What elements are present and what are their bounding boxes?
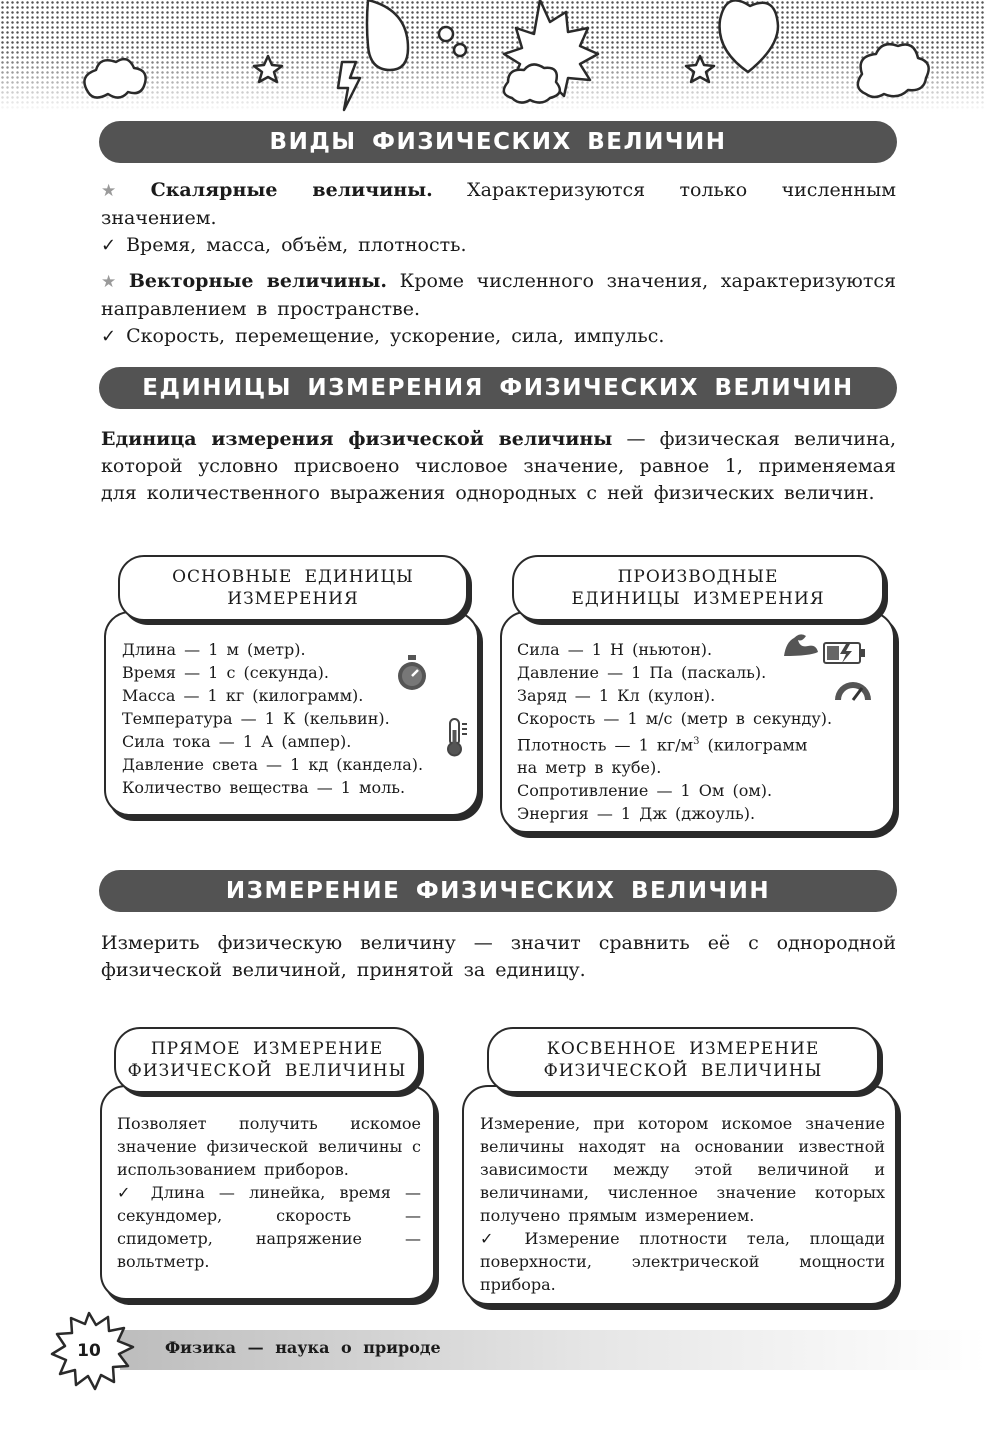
derived-unit-charge: Заряд — 1 Кл (кулон). — [517, 686, 716, 705]
indirect-measurement-example: Измерение плотности тела, площади поверхности, электрической мощности прибора. — [480, 1229, 885, 1294]
section-title-types: ВИДЫ ФИЗИЧЕСКИХ ВЕЛИЧИН — [99, 121, 897, 163]
derived-unit-force: Сила — 1 Н (ньютон). — [517, 640, 713, 659]
thermometer-icon — [440, 716, 470, 758]
drop-doodle — [367, 0, 408, 70]
running-title: Физика — наука о природе — [165, 1338, 441, 1357]
basic-units-title-line1: ОСНОВНЫЕ ЕДИНИЦЫ — [172, 567, 414, 587]
check-icon: ✓ — [101, 326, 117, 347]
direct-measurement-text: Позволяет получить искомое значение физической величины с использованием приборов. — [117, 1114, 421, 1179]
unit-definition — [101, 426, 896, 507]
heart-doodle — [720, 0, 778, 72]
bubble-doodle-2 — [454, 44, 466, 56]
direct-measurement-box — [100, 1085, 435, 1300]
derived-units-title-line1: ПРОИЗВОДНЫЕ — [617, 567, 779, 587]
section-title-measurement: ИЗМЕРЕНИЕ ФИЗИЧЕСКИХ ВЕЛИЧИН — [99, 870, 897, 912]
direct-measurement-label — [114, 1027, 420, 1093]
scalar-description: Характеризуются только численным значением. — [101, 179, 896, 229]
basic-unit-temperature: Температура — 1 К (кельвин). — [122, 709, 390, 728]
indirect-measurement-label — [487, 1027, 879, 1093]
vector-examples-line — [101, 323, 896, 350]
derived-unit-pressure: Давление — 1 Па (паскаль). — [517, 663, 767, 682]
types-list — [101, 177, 896, 350]
scalar-definition — [101, 177, 896, 232]
basic-unit-length: Длина — 1 м (метр). — [122, 640, 306, 659]
vector-description: Кроме численного значения, характеризуются направлением в пространстве. — [101, 270, 896, 320]
derived-unit-energy: Энергия — 1 Дж (джоуль). — [517, 804, 756, 824]
vector-definition — [101, 268, 896, 323]
basic-unit-time: Время — 1 с (секунда). — [122, 663, 329, 682]
header-doodles — [0, 0, 986, 120]
unit-definition-text: — физическая величина, которой условно присвоено числовое значение, равное 1, применяемая для количественного выражения однородных с ней физических величин. — [101, 428, 896, 504]
star-bullet-icon: ★ — [101, 272, 119, 292]
basic-unit-luminous: Давление света — 1 кд (кандела). — [122, 755, 424, 774]
basic-units-box — [104, 611, 479, 816]
check-icon: ✓ — [480, 1229, 525, 1248]
basic-units-label — [118, 555, 468, 621]
scalar-examples-line — [101, 232, 896, 259]
cloud-doodle-center — [504, 64, 560, 102]
cloud-doodle-left — [84, 59, 145, 97]
bubble-doodle-1 — [439, 27, 453, 41]
star-doodle-1 — [254, 56, 282, 82]
cloud-doodle-right — [858, 44, 929, 97]
lightning-doodle — [338, 62, 360, 110]
measurement-intro: Измерить физическую величину — значит сравнить её с однородной физической величиной, принятой за единицу. — [101, 932, 896, 981]
derived-unit-resistance: Сопротивление — 1 Ом (ом). — [517, 781, 773, 801]
direct-measurement-example: Длина — линейка, время — секундомер, скорость — спидометр, напряжение — вольтметр. — [117, 1183, 421, 1271]
stopwatch-icon — [394, 653, 430, 693]
indirect-measurement-text: Измерение, при котором искомое значение величины находят на основании известной зависимости между этой величиной и величинами, численное значение которых получено прямым измерением. — [480, 1114, 885, 1225]
derived-unit-density-cont: на метр в кубе). — [517, 758, 662, 778]
direct-title-line2: ФИЗИЧЕСКОЙ ВЕЛИЧИНЫ — [127, 1061, 407, 1081]
battery-charge-icon — [822, 640, 868, 666]
unit-definition-term: Единица измерения физической величины — [101, 428, 613, 450]
derived-units-title-line2: ЕДИНИЦЫ ИЗМЕРЕНИЯ — [571, 589, 825, 609]
check-icon: ✓ — [117, 1183, 151, 1202]
star-doodle-2 — [686, 56, 714, 82]
basic-units-title-line2: ИЗМЕРЕНИЯ — [227, 589, 359, 609]
derived-units-label — [512, 555, 884, 621]
vector-term: Векторные величины. — [128, 270, 388, 292]
scalar-term: Скалярные величины. — [150, 179, 433, 201]
basic-unit-current: Сила тока — 1 А (ампер). — [122, 732, 352, 751]
basic-unit-mass: Масса — 1 кг (килограмм). — [122, 686, 364, 705]
muscle-arm-icon — [782, 630, 820, 660]
vector-examples: Скорость, перемещение, ускорение, сила, импульс. — [126, 325, 665, 347]
star-bullet-icon: ★ — [101, 181, 141, 201]
direct-measurement-example-line — [117, 1181, 421, 1273]
section-title-units: ЕДИНИЦЫ ИЗМЕРЕНИЯ ФИЗИЧЕСКИХ ВЕЛИЧИН — [99, 367, 897, 409]
check-icon: ✓ — [101, 235, 117, 256]
derived-unit-speed: Скорость — 1 м/с (метр в секунду). — [517, 709, 833, 728]
direct-title-line1: ПРЯМОЕ ИЗМЕРЕНИЕ — [150, 1039, 384, 1059]
indirect-measurement-example-line — [480, 1227, 885, 1296]
pressure-gauge-icon — [832, 678, 874, 702]
basic-unit-amount: Количество вещества — 1 моль. — [122, 778, 406, 797]
scalar-examples: Время, масса, объём, плотность. — [126, 234, 467, 256]
indirect-title-line2: ФИЗИЧЕСКОЙ ВЕЛИЧИНЫ — [543, 1061, 823, 1081]
indirect-title-line1: КОСВЕННОЕ ИЗМЕРЕНИЕ — [546, 1039, 820, 1059]
indirect-measurement-box — [462, 1085, 897, 1305]
derived-unit-density: Плотность — 1 $кг/м^3$ (килограмм — [517, 735, 808, 755]
page-number: 10 — [77, 1341, 101, 1361]
